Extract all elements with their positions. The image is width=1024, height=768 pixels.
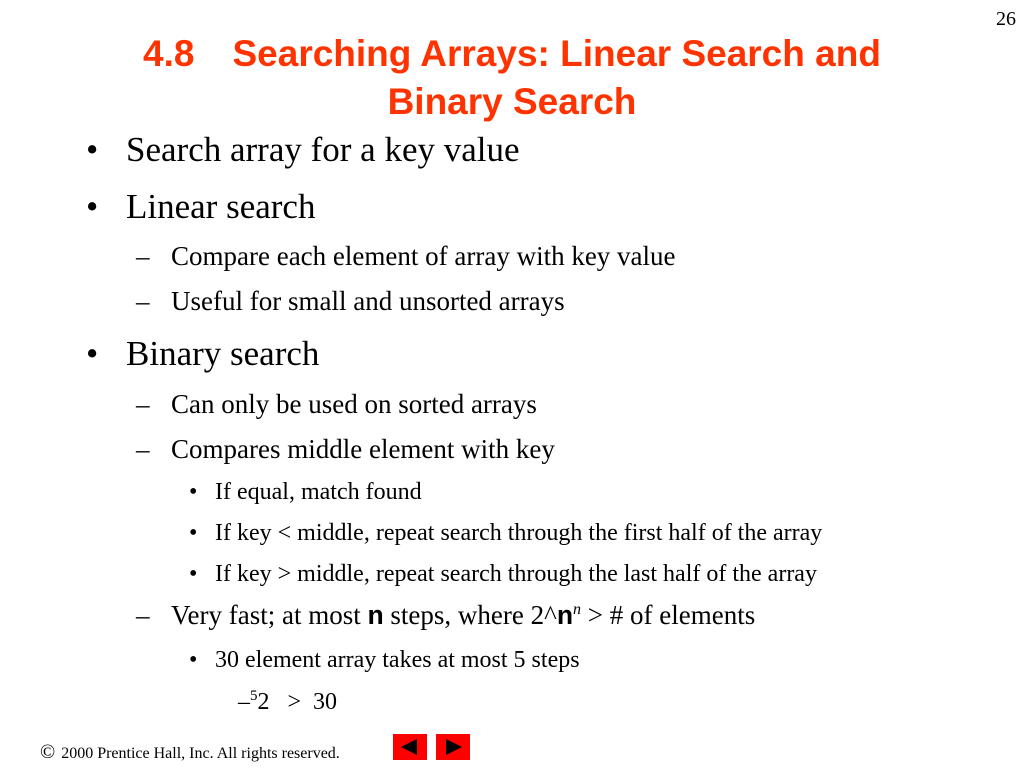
code-n: n (367, 603, 384, 633)
slide-title (0, 30, 1024, 126)
bullet-icon: • (86, 130, 99, 169)
next-slide-button[interactable] (436, 734, 470, 760)
title-line-2: Binary Search (387, 81, 637, 122)
bullet-icon: • (189, 647, 198, 673)
bullet-icon: • (86, 334, 99, 373)
dash-icon: – (136, 600, 150, 630)
footer-copyright: © 2000 Prentice Hall, Inc. All rights reserved. (40, 741, 340, 763)
bullet-icon: • (189, 561, 198, 587)
copyright-icon: © (40, 741, 56, 763)
sub-sorted-only: – Can only be used on sorted arrays (136, 389, 537, 419)
page-number: 26 (996, 8, 1016, 30)
subsub-if-less: • If key < middle, repeat search through the first half of the array (189, 520, 823, 546)
dash-icon: – (136, 434, 150, 464)
formula-2-pow-5: –$^5$2 > 30 (238, 688, 338, 715)
sub-compares-middle: – Compares middle element with key (136, 434, 555, 464)
sub-compare-each: – Compare each element of array with key value (136, 241, 676, 271)
dash-icon: – (136, 389, 150, 419)
bullet-icon: • (86, 187, 99, 226)
bullet-icon: • (189, 520, 198, 546)
italic-n: n (573, 601, 582, 618)
section-number: 4.8 (143, 33, 195, 74)
sub-very-fast: – Very fast; at most n steps, where $2\^{}n^n$ > # of elements (136, 600, 756, 633)
arrow-right-icon (446, 739, 462, 755)
subsub-if-equal: • If equal, match found (189, 479, 422, 505)
subsub-if-greater: • If key > middle, repeat search through the last half of the array (189, 561, 817, 587)
arrow-left-icon (401, 739, 417, 755)
dash-icon: – (136, 286, 150, 316)
title-line-1 (0, 30, 1024, 78)
bullet-search-key: • Search array for a key value (86, 130, 520, 169)
previous-slide-button[interactable] (393, 734, 427, 760)
bullet-linear-search: • Linear search (86, 187, 316, 226)
subsub-30-elements: • 30 element array takes at most 5 steps (189, 647, 580, 673)
bullet-binary-search: • Binary search (86, 334, 320, 373)
dash-icon: – (136, 241, 150, 271)
sub-useful-small: – Useful for small and unsorted arrays (136, 286, 565, 316)
bullet-icon: • (189, 479, 198, 505)
exponent: 5 (250, 688, 258, 704)
code-n-exp: n (556, 603, 574, 633)
title-text-1: Searching Arrays: Linear Search and (232, 33, 881, 74)
